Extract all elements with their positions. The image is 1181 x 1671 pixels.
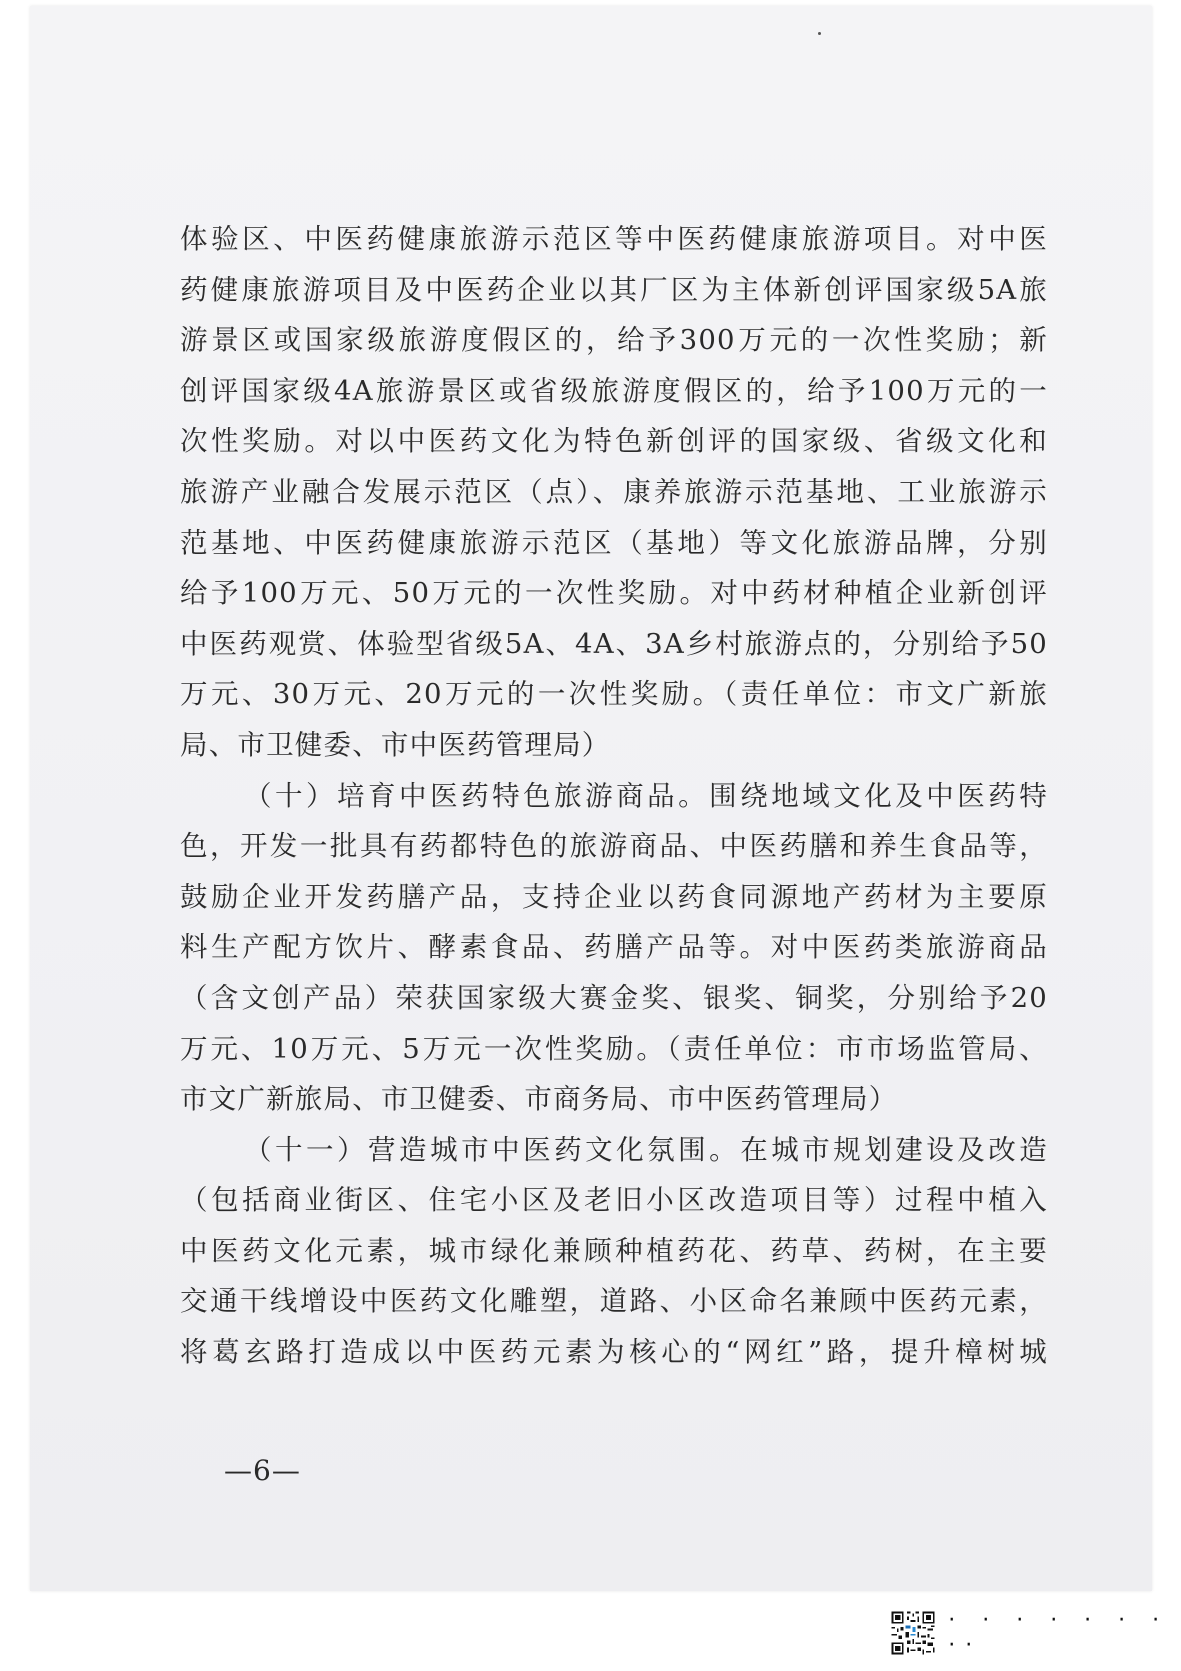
paragraph-continuation: [180, 214, 1048, 771]
text-line: 市文广新旅局、市卫健委、市商务局、市中医药管理局）: [180, 1083, 898, 1116]
dust-speck: [818, 32, 821, 35]
text-line: 游景区或国家级旅游度假区的，给予300万元的一次性奖励；新: [180, 324, 1048, 357]
text-line: 鼓励企业开发药膳产品，支持企业以药食同源地产药材为主要原: [180, 880, 1048, 913]
text-line: 体验区、中医药健康旅游示范区等中医药健康旅游项目。对中医: [180, 223, 1048, 255]
text-line: 料生产配方饮片、酵素食品、药膳产品等。对中医药类旅游商品: [180, 931, 1048, 964]
text-line: （含文创产品）荣获国家级大赛金奖、银奖、铜奖，分别给予20: [180, 981, 1048, 1014]
text-line: 药健康旅游项目及中医药企业以其厂区为主体新创评国家级5A旅: [180, 273, 1048, 306]
paragraph-section-10: [180, 771, 1048, 1125]
dot-leader: · · · · · · · ··: [948, 1608, 1170, 1658]
text-line: 次性奖励。对以中医药文化为特色新创评的国家级、省级文化和: [180, 425, 1048, 458]
text-line: 万元、30万元、20万元的一次性奖励。（责任单位：市文广新旅: [180, 678, 1048, 711]
text-line: 中医药观赏、体验型省级5A、4A、3A乡村旅游点的，分别给予50: [180, 627, 1048, 660]
text-line: 旅游产业融合发展示范区（点）、康养旅游示范基地、工业旅游示: [180, 475, 1048, 508]
text-line: 将葛玄路打造成以中医药元素为核心的“网红”路，提升樟树城: [180, 1336, 1048, 1369]
page-number: —6—: [224, 1454, 301, 1487]
document-body: [180, 214, 1048, 1378]
text-line: 色，开发一批具有药都特色的旅游商品、中医药膳和养生食品等，: [180, 830, 1048, 863]
scanner-footer: [890, 1605, 1181, 1661]
text-line: （十）培育中医药特色旅游商品。围绕地域文化及中医药特: [244, 779, 1048, 812]
text-line: 创评国家级4A旅游景区或省级旅游度假区的，给予100万元的一: [180, 374, 1048, 407]
text-line: 范基地、中医药健康旅游示范区（基地）等文化旅游品牌，分别: [180, 526, 1048, 559]
text-line: （包括商业街区、住宅小区及老旧小区改造项目等）过程中植入: [180, 1184, 1048, 1217]
text-line: 给予100万元、50万元的一次性奖励。对中药材种植企业新创评: [180, 577, 1048, 610]
text-line: 局、市卫健委、市中医药管理局）: [180, 728, 611, 761]
text-line: 交通干线增设中医药文化雕塑，道路、小区命名兼顾中医药元素，: [180, 1285, 1048, 1318]
paragraph-section-11: [180, 1125, 1048, 1378]
text-line: 万元、10万元、5万元一次性奖励。（责任单位：市市场监管局、: [180, 1032, 1048, 1065]
text-line: 中医药文化元素，城市绿化兼顾种植药花、药草、药树，在主要: [180, 1234, 1048, 1267]
document-page: [30, 6, 1152, 1591]
text-line: （十一）营造城市中医药文化氛围。在城市规划建设及改造: [244, 1133, 1048, 1166]
qr-code-icon: [890, 1606, 936, 1660]
